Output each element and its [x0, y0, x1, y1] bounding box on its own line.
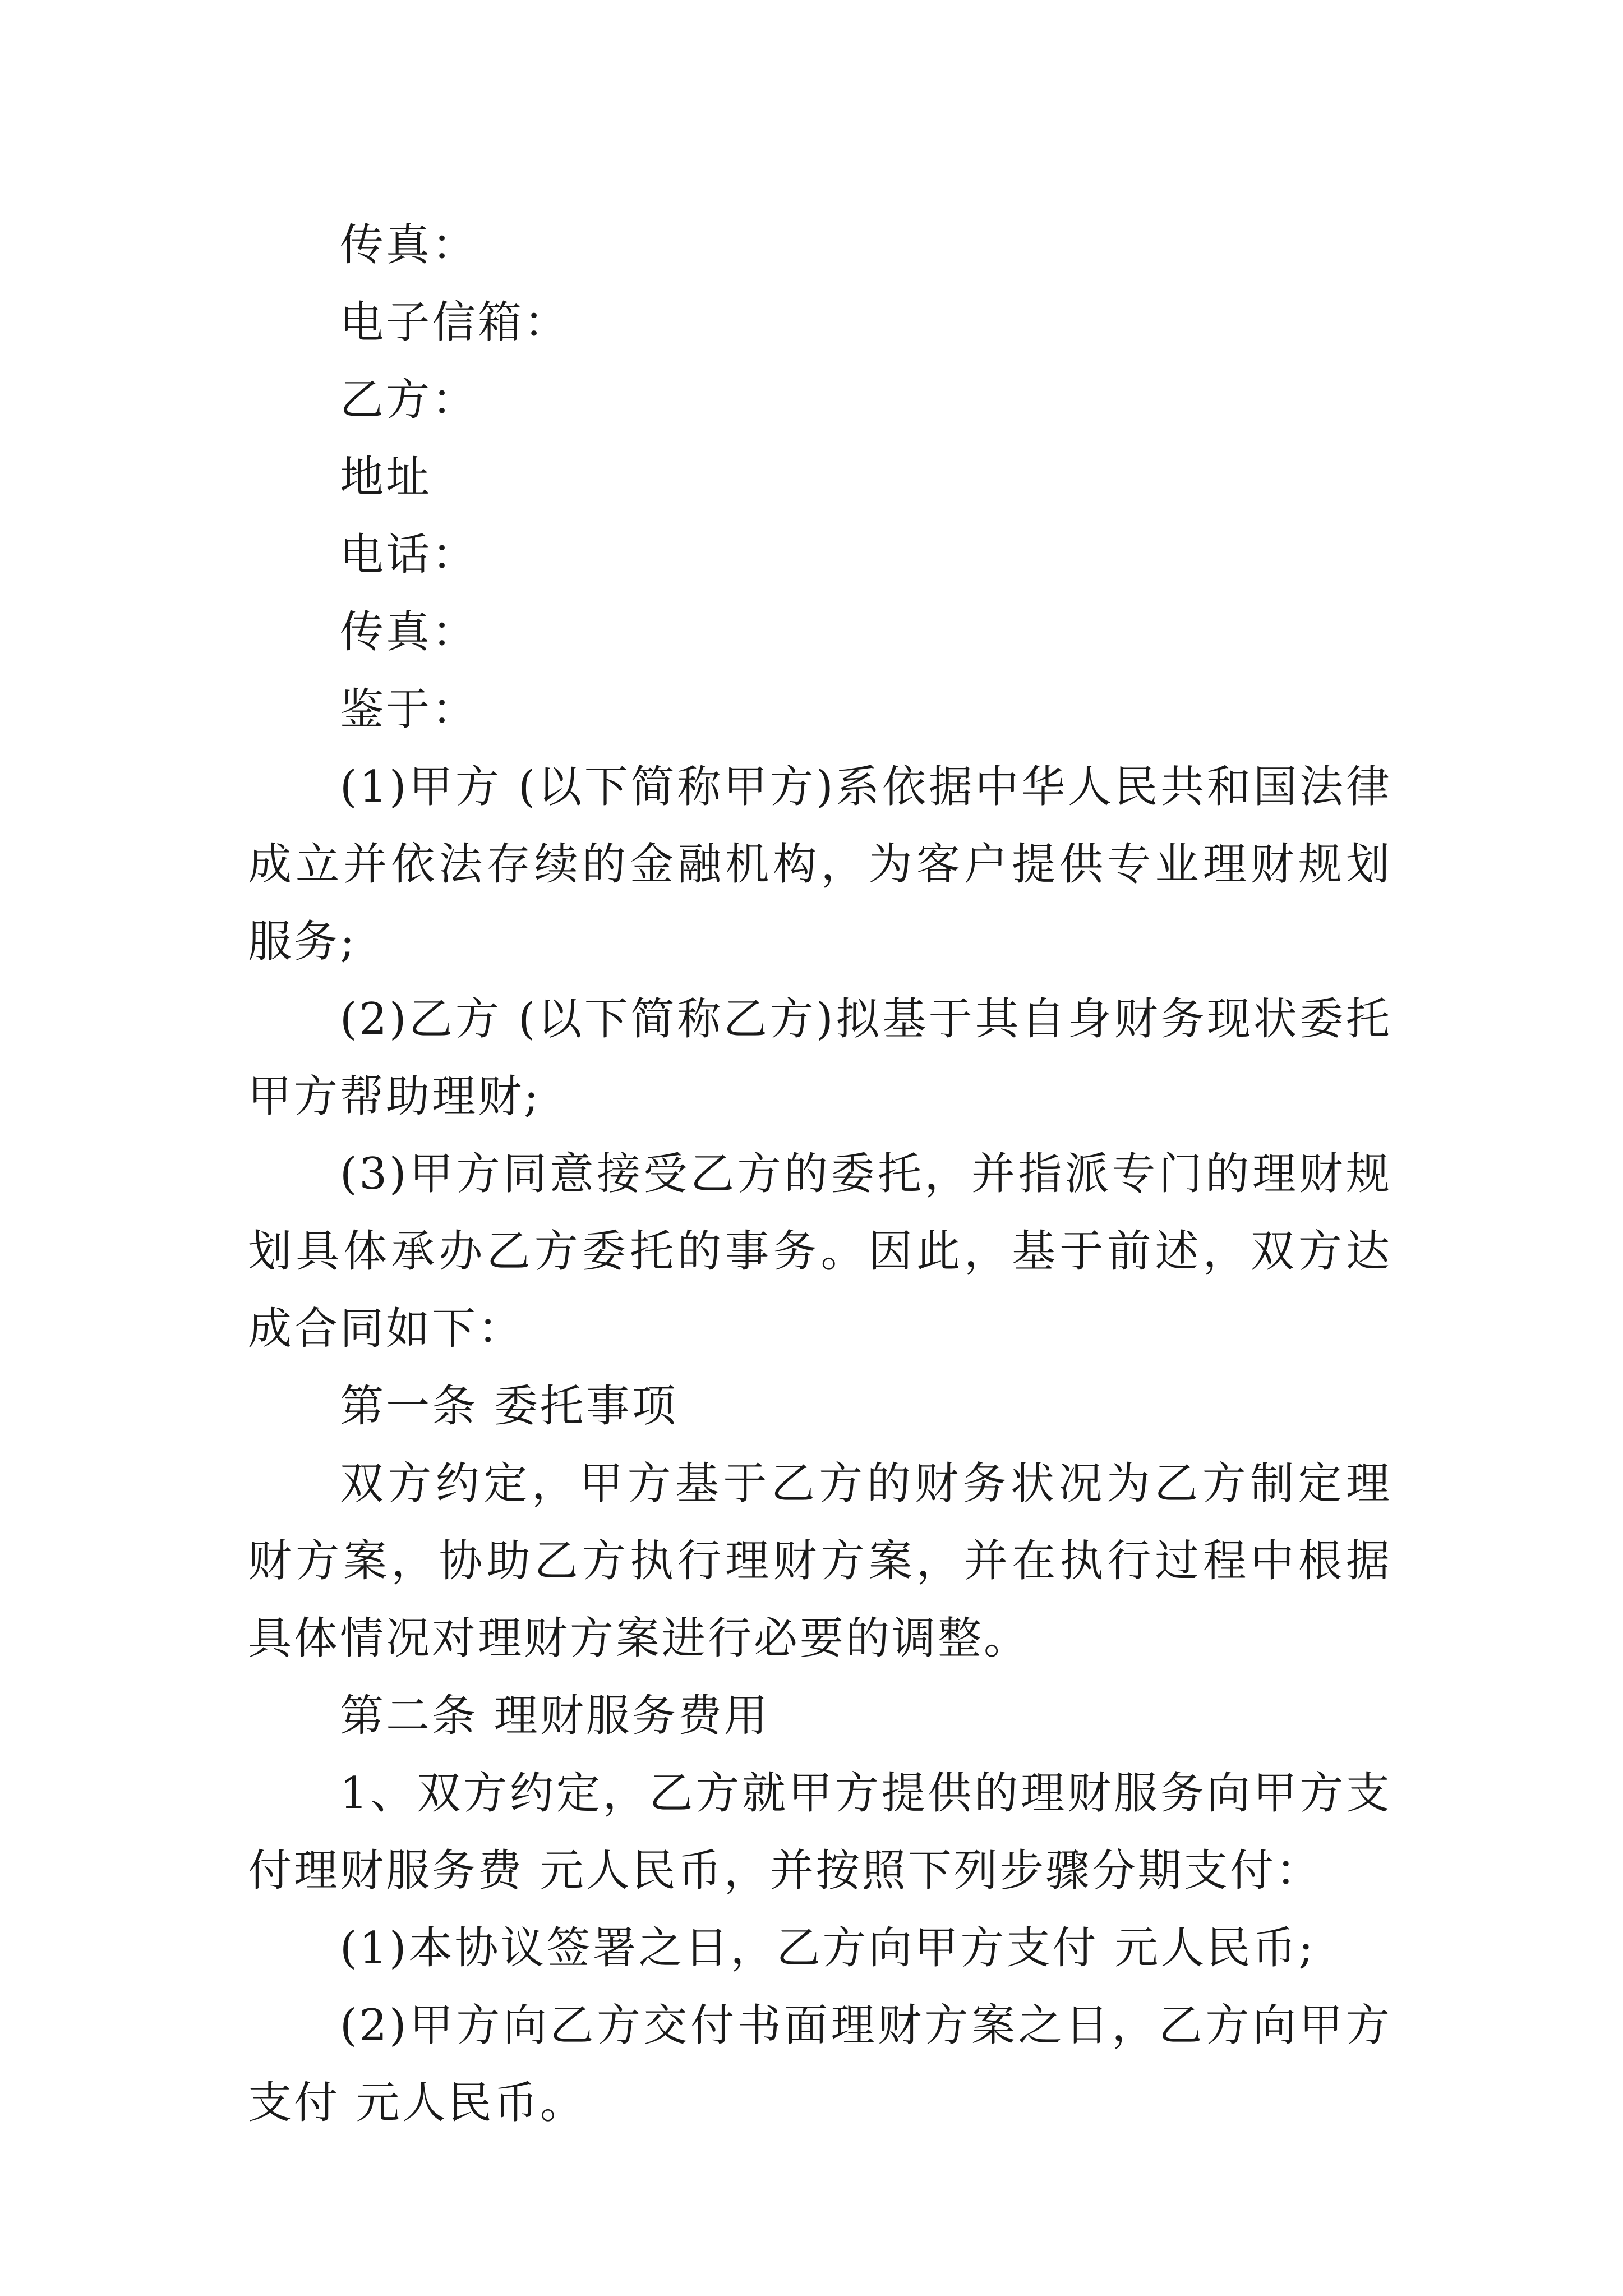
article-2-sub-2: (2)甲方向乙方交付书面理财方案之日，乙方向甲方支付 元人民币。 — [248, 2000, 1392, 2128]
document-body — [248, 206, 1392, 2142]
fax-line-a: 传真： — [340, 220, 478, 270]
recital-3: (3)甲方同意接受乙方的委托，并指派专门的理财规划具体承办乙方委托的事务。因此，基于前述，双方达成合同如下： — [248, 1149, 1392, 1354]
article-1-title: 第一条 委托事项 — [340, 1381, 678, 1432]
party-b-line: 乙方： — [340, 375, 478, 425]
recital-2: (2)乙方 (以下简称乙方)拟基于其自身财务现状委托甲方帮助理财; — [248, 994, 1392, 1122]
article-2-sub-1: (1)本协议签署之日，乙方向甲方支付 元人民币; — [340, 1923, 1316, 1973]
email-line: 电子信箱： — [340, 297, 570, 348]
phone-line: 电话： — [340, 530, 478, 580]
whereas-line: 鉴于： — [340, 684, 478, 735]
recital-1: (1)甲方 (以下简称甲方)系依据中华人民共和国法律成立并依法存续的金融机构，为客户提供专业理财规划服务; — [248, 762, 1392, 967]
article-2-item-1: 1、双方约定，乙方就甲方提供的理财服务向甲方支付理财服务费 元人民币，并按照下列步骤分期支付： — [248, 1768, 1392, 1896]
address-line: 地址 — [340, 452, 432, 503]
article-1-body: 双方约定，甲方基于乙方的财务状况为乙方制定理财方案，协助乙方执行理财方案，并在执行过程中根据具体情况对理财方案进行必要的调整。 — [248, 1458, 1392, 1664]
article-2-title: 第二条 理财服务费用 — [340, 1691, 770, 1741]
fax-line-b: 传真： — [340, 607, 478, 657]
